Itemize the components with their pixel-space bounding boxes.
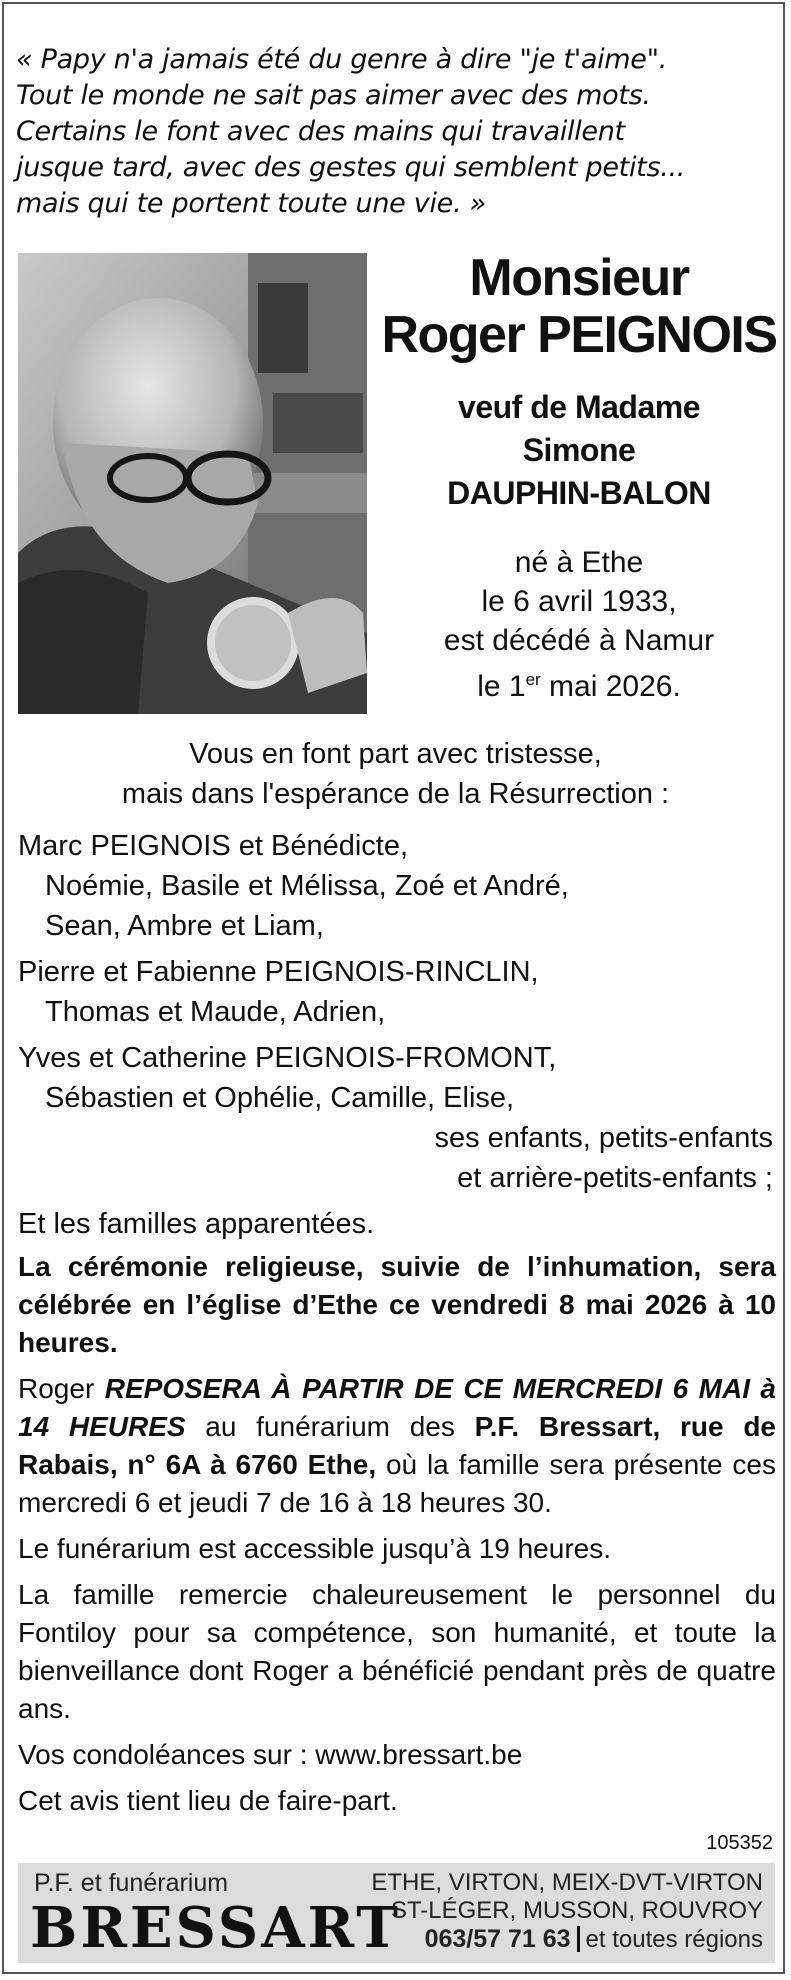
funeral-home-brand: BRESSART	[30, 1895, 401, 1961]
family-list	[18, 826, 778, 1250]
visitation-e: où la famille sera présente ces mercredi 6 et jeudi 7 de 16 à 18 heures 30.	[18, 1449, 776, 1518]
family-line: Marc PEIGNOIS et Bénédicte,	[18, 830, 409, 862]
widow-info	[380, 386, 778, 515]
title-line: Roger PEIGNOIS	[381, 306, 777, 364]
family-group	[18, 1204, 778, 1244]
funeral-home-banner	[18, 1863, 775, 1963]
condolences-paragraph: Vos condoléances sur : www.bressart.be	[18, 1739, 523, 1770]
visitation-paragraph	[18, 1370, 776, 1522]
towns-line: ETHE, VIRTON, MEIX-DVT-VIRTON	[371, 1869, 763, 1896]
family-line: ses enfants, petits-enfants	[434, 1122, 773, 1154]
portrait-photo	[18, 253, 367, 714]
born-line: né à Ethe	[514, 546, 644, 579]
announce-line: mais dans l'espérance de la Résurrection :	[121, 778, 670, 810]
thanks-paragraph: La famille remercie chaleureusement le personnel du Fontiloy pour sa compétence, son humanité, et toute la bienveillance dont Roger a bénéficié pendant près de quatre ans.	[18, 1579, 776, 1724]
title-line: Monsieur	[469, 249, 689, 307]
family-line: Yves et Catherine PEIGNOIS-FROMONT,	[18, 1042, 557, 1074]
towns-line: ST-LÉGER, MUSSON, ROUVROY	[390, 1897, 763, 1924]
family-line: Et les familles apparentées.	[18, 1208, 375, 1240]
phone-number: 063/57 71 63	[424, 1925, 571, 1953]
family-line: Sébastien et Ophélie, Camille, Elise,	[45, 1082, 515, 1114]
funeral-home-locations	[371, 1869, 763, 1954]
born-line: est décédé à Namur	[443, 624, 715, 657]
family-group	[18, 1038, 778, 1198]
access-paragraph: Le funérarium est accessible jusqu’à 19 heures.	[18, 1533, 612, 1564]
death-date-b: mai 2026.	[540, 670, 681, 703]
widow-line: veuf de Madame	[458, 389, 700, 425]
family-group	[18, 952, 778, 1032]
family-line: Pierre et Fabienne PEIGNOIS-RINCLIN,	[18, 956, 539, 988]
death-date-a: le 1	[477, 670, 526, 703]
phone-line	[371, 1925, 763, 1954]
visitation-a: Roger	[18, 1373, 105, 1404]
born-line: le 6 avril 1933,	[481, 585, 677, 618]
funeral-details	[18, 1248, 776, 1828]
notice-paragraph: Cet avis tient lieu de faire-part.	[18, 1785, 398, 1816]
reference-number: 105352	[706, 1832, 773, 1854]
family-line: Thomas et Maude, Adrien,	[45, 996, 386, 1028]
ceremony-paragraph: La cérémonie religieuse, suivie de l’inhumation, sera célébrée en l’église d’Ethe ce vendredi 8 mai 2026 à 10 heures.	[18, 1251, 776, 1358]
family-line: Sean, Ambre et Liam,	[45, 910, 324, 942]
announcement	[0, 734, 791, 814]
family-group	[18, 826, 778, 946]
death-date-line	[380, 660, 778, 706]
separator	[577, 1926, 580, 1952]
family-line: Noémie, Basile et Mélissa, Zoé et André,	[45, 870, 569, 902]
widow-line: Simone	[522, 432, 636, 468]
portrait-illustration	[18, 253, 367, 714]
birth-death-info	[380, 543, 778, 706]
epigraph-quote: « Papy n'a jamais été du genre à dire "je t'aime". Tout le monde ne sait pas aimer avec des mots. Certains le font avec des mains qui travaillent jusque tard, avec des gestes qui semblent petits... mais qui te portent toute une vie. »	[16, 44, 686, 219]
announce-line: Vous en font part avec tristesse,	[189, 738, 602, 770]
funeral-home-label: P.F. et funérarium	[34, 1869, 229, 1897]
deceased-info	[380, 250, 778, 706]
regions-text: et toutes régions	[585, 1926, 763, 1953]
visitation-c: au funérarium des	[185, 1411, 475, 1442]
widow-line: DAUPHIN-BALON	[447, 475, 711, 511]
visitation-d: P.F. Bressart, rue de Rabais, n° 6A à 6760 Ethe,	[18, 1411, 776, 1480]
visitation-b: REPOSERA À PARTIR DE CE MERCREDI 6 MAI à 14 HEURES	[18, 1373, 777, 1442]
family-line: et arrière-petits-enfants ;	[457, 1162, 773, 1194]
death-date-sup: er	[525, 670, 541, 689]
deceased-name	[380, 250, 778, 364]
